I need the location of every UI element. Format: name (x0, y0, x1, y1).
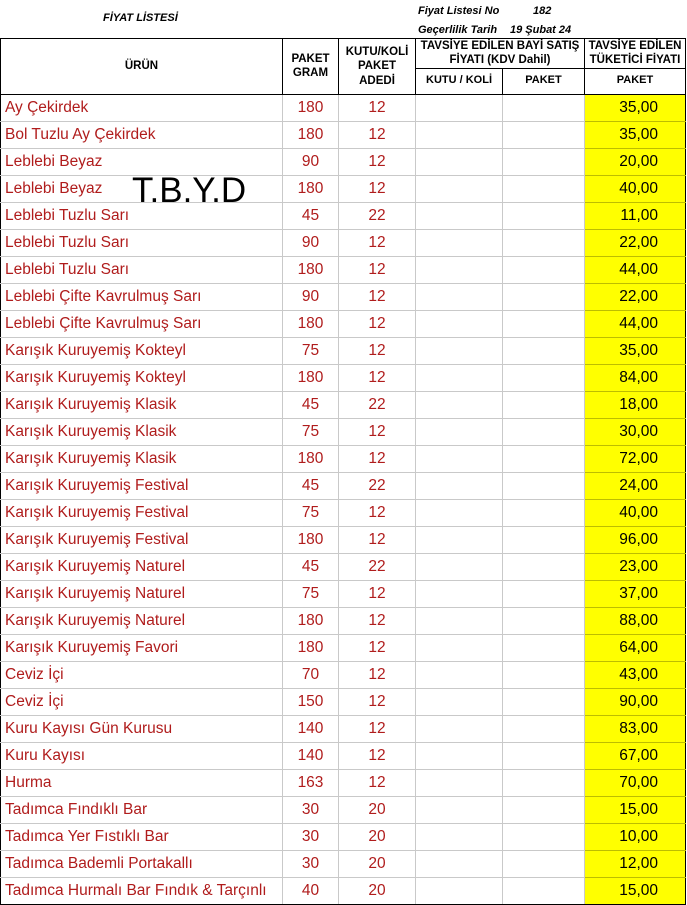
dealer-pack-price (503, 445, 585, 472)
box-quantity: 12 (339, 526, 416, 553)
dealer-pack-price (503, 472, 585, 499)
package-gram: 90 (283, 283, 339, 310)
package-gram: 140 (283, 742, 339, 769)
table-row (1, 607, 686, 634)
consumer-price: 40,00 (585, 499, 686, 526)
table-row (1, 202, 686, 229)
box-quantity: 12 (339, 580, 416, 607)
box-quantity: 20 (339, 850, 416, 877)
box-quantity: 12 (339, 283, 416, 310)
table-row (1, 121, 686, 148)
dealer-box-price (416, 310, 503, 337)
box-quantity: 12 (339, 661, 416, 688)
product-name: Karışık Kuruyemiş Favori (1, 634, 283, 661)
column-header-quantity: KUTU/KOLİ PAKET ADEDİ (339, 39, 416, 95)
table-row (1, 769, 686, 796)
dealer-box-price (416, 418, 503, 445)
dealer-pack-price (503, 607, 585, 634)
dealer-box-price (416, 823, 503, 850)
product-name: Ceviz İçi (1, 661, 283, 688)
table-row (1, 283, 686, 310)
product-name: Bol Tuzlu Ay Çekirdek (1, 121, 283, 148)
consumer-price: 20,00 (585, 148, 686, 175)
dealer-box-price (416, 337, 503, 364)
package-gram: 75 (283, 580, 339, 607)
dealer-box-price (416, 661, 503, 688)
product-name: Leblebi Beyaz (1, 148, 283, 175)
column-header-dealer-box: KUTU / KOLİ (416, 68, 503, 94)
consumer-price: 11,00 (585, 202, 686, 229)
package-gram: 163 (283, 769, 339, 796)
product-name: Karışık Kuruyemiş Festival (1, 499, 283, 526)
consumer-price: 23,00 (585, 553, 686, 580)
dealer-pack-price (503, 418, 585, 445)
consumer-price: 35,00 (585, 94, 686, 121)
consumer-price: 22,00 (585, 283, 686, 310)
table-row (1, 148, 686, 175)
dealer-box-price (416, 148, 503, 175)
box-quantity: 12 (339, 418, 416, 445)
package-gram: 45 (283, 202, 339, 229)
table-row (1, 526, 686, 553)
product-name: Karışık Kuruyemiş Naturel (1, 553, 283, 580)
dealer-box-price (416, 229, 503, 256)
dealer-box-price (416, 472, 503, 499)
table-row (1, 499, 686, 526)
consumer-price: 72,00 (585, 445, 686, 472)
table-row (1, 661, 686, 688)
box-quantity: 22 (339, 202, 416, 229)
dealer-pack-price (503, 337, 585, 364)
box-quantity: 12 (339, 634, 416, 661)
box-quantity: 12 (339, 769, 416, 796)
box-quantity: 12 (339, 175, 416, 202)
box-quantity: 22 (339, 391, 416, 418)
package-gram: 180 (283, 364, 339, 391)
table-row (1, 364, 686, 391)
table-row (1, 715, 686, 742)
package-gram: 30 (283, 850, 339, 877)
table-row (1, 418, 686, 445)
table-row (1, 445, 686, 472)
box-quantity: 22 (339, 553, 416, 580)
table-row (1, 580, 686, 607)
dealer-pack-price (503, 94, 585, 121)
dealer-pack-price (503, 202, 585, 229)
consumer-price: 22,00 (585, 229, 686, 256)
dealer-box-price (416, 175, 503, 202)
package-gram: 180 (283, 526, 339, 553)
table-row (1, 553, 686, 580)
box-quantity: 12 (339, 715, 416, 742)
consumer-price: 90,00 (585, 688, 686, 715)
sheet-title: FİYAT LİSTESİ (103, 12, 178, 24)
dealer-pack-price (503, 553, 585, 580)
product-name: Kuru Kayısı Gün Kurusu (1, 715, 283, 742)
column-header-product: ÜRÜN (1, 39, 283, 95)
dealer-pack-price (503, 256, 585, 283)
consumer-price: 44,00 (585, 256, 686, 283)
dealer-pack-price (503, 715, 585, 742)
box-quantity: 12 (339, 499, 416, 526)
table-row (1, 634, 686, 661)
dealer-box-price (416, 580, 503, 607)
product-name: Karışık Kuruyemiş Kokteyl (1, 337, 283, 364)
table-row (1, 229, 686, 256)
product-name: Karışık Kuruyemiş Festival (1, 526, 283, 553)
dealer-pack-price (503, 769, 585, 796)
package-gram: 75 (283, 418, 339, 445)
package-gram: 45 (283, 391, 339, 418)
package-gram: 90 (283, 148, 339, 175)
product-name: Leblebi Tuzlu Sarı (1, 229, 283, 256)
dealer-box-price (416, 283, 503, 310)
dealer-box-price (416, 715, 503, 742)
dealer-pack-price (503, 175, 585, 202)
product-name: Ay Çekirdek (1, 94, 283, 121)
table-row (1, 337, 686, 364)
dealer-pack-price (503, 229, 585, 256)
package-gram: 180 (283, 634, 339, 661)
product-name: Karışık Kuruyemiş Naturel (1, 607, 283, 634)
table-row (1, 256, 686, 283)
dealer-box-price (416, 364, 503, 391)
dealer-pack-price (503, 850, 585, 877)
consumer-price: 35,00 (585, 337, 686, 364)
product-name: Leblebi Tuzlu Sarı (1, 256, 283, 283)
price-list-table (0, 38, 686, 905)
column-header-consumer-price: TAVSİYE EDİLEN TÜKETİCİ FİYATI (585, 39, 686, 69)
dealer-box-price (416, 391, 503, 418)
product-name: Kuru Kayısı (1, 742, 283, 769)
box-quantity: 12 (339, 229, 416, 256)
dealer-box-price (416, 796, 503, 823)
package-gram: 180 (283, 445, 339, 472)
table-row (1, 850, 686, 877)
consumer-price: 88,00 (585, 607, 686, 634)
dealer-box-price (416, 742, 503, 769)
product-name: Tadımca Yer Fıstıklı Bar (1, 823, 283, 850)
column-header-gram: PAKET GRAM (283, 39, 339, 95)
product-name: Karışık Kuruyemiş Kokteyl (1, 364, 283, 391)
box-quantity: 12 (339, 445, 416, 472)
consumer-price: 44,00 (585, 310, 686, 337)
dealer-pack-price (503, 499, 585, 526)
package-gram: 150 (283, 688, 339, 715)
list-number-label: Fiyat Listesi No (418, 5, 500, 17)
package-gram: 30 (283, 796, 339, 823)
table-row (1, 175, 686, 202)
product-name: Karışık Kuruyemiş Klasik (1, 391, 283, 418)
dealer-box-price (416, 769, 503, 796)
dealer-pack-price (503, 634, 585, 661)
product-name: Karışık Kuruyemiş Festival (1, 472, 283, 499)
table-row (1, 391, 686, 418)
dealer-box-price (416, 877, 503, 904)
box-quantity: 12 (339, 256, 416, 283)
column-header-dealer-price: TAVSİYE EDİLEN BAYİ SATIŞ FİYATI (KDV Dahil) (416, 39, 585, 69)
dealer-box-price (416, 121, 503, 148)
consumer-price: 10,00 (585, 823, 686, 850)
product-name: Leblebi Çifte Kavrulmuş Sarı (1, 283, 283, 310)
consumer-price: 15,00 (585, 796, 686, 823)
dealer-pack-price (503, 688, 585, 715)
consumer-price: 37,00 (585, 580, 686, 607)
product-name: Karışık Kuruyemiş Klasik (1, 418, 283, 445)
dealer-pack-price (503, 310, 585, 337)
package-gram: 180 (283, 607, 339, 634)
product-name: Leblebi Beyaz (1, 175, 283, 202)
table-row (1, 796, 686, 823)
consumer-price: 67,00 (585, 742, 686, 769)
dealer-box-price (416, 445, 503, 472)
package-gram: 90 (283, 229, 339, 256)
package-gram: 180 (283, 256, 339, 283)
package-gram: 40 (283, 877, 339, 904)
table-row (1, 310, 686, 337)
dealer-box-price (416, 499, 503, 526)
dealer-box-price (416, 553, 503, 580)
table-row (1, 823, 686, 850)
dealer-box-price (416, 607, 503, 634)
box-quantity: 22 (339, 472, 416, 499)
table-row (1, 877, 686, 904)
dealer-pack-price (503, 364, 585, 391)
box-quantity: 12 (339, 742, 416, 769)
box-quantity: 12 (339, 121, 416, 148)
list-number-value: 182 (533, 5, 552, 17)
dealer-pack-price (503, 526, 585, 553)
dealer-pack-price (503, 283, 585, 310)
validity-date-value: 19 Şubat 24 (510, 24, 572, 36)
package-gram: 70 (283, 661, 339, 688)
product-name: Karışık Kuruyemiş Naturel (1, 580, 283, 607)
box-quantity: 20 (339, 877, 416, 904)
dealer-pack-price (503, 580, 585, 607)
dealer-pack-price (503, 796, 585, 823)
table-row (1, 94, 686, 121)
package-gram: 75 (283, 337, 339, 364)
box-quantity: 12 (339, 148, 416, 175)
dealer-box-price (416, 256, 503, 283)
dealer-box-price (416, 202, 503, 229)
box-quantity: 12 (339, 607, 416, 634)
consumer-price: 64,00 (585, 634, 686, 661)
package-gram: 45 (283, 553, 339, 580)
box-quantity: 20 (339, 823, 416, 850)
dealer-box-price (416, 94, 503, 121)
dealer-box-price (416, 850, 503, 877)
package-gram: 140 (283, 715, 339, 742)
consumer-price: 83,00 (585, 715, 686, 742)
product-name: Leblebi Çifte Kavrulmuş Sarı (1, 310, 283, 337)
column-header-consumer-pack: PAKET (585, 68, 686, 94)
consumer-price: 12,00 (585, 850, 686, 877)
consumer-price: 15,00 (585, 877, 686, 904)
dealer-pack-price (503, 823, 585, 850)
dealer-pack-price (503, 148, 585, 175)
product-name: Hurma (1, 769, 283, 796)
package-gram: 75 (283, 499, 339, 526)
table-row (1, 742, 686, 769)
product-name: Karışık Kuruyemiş Klasik (1, 445, 283, 472)
package-gram: 45 (283, 472, 339, 499)
product-name: Ceviz İçi (1, 688, 283, 715)
validity-date-label: Geçerlilik Tarih (418, 24, 498, 36)
product-name: Tadımca Fındıklı Bar (1, 796, 283, 823)
dealer-pack-price (503, 661, 585, 688)
dealer-pack-price (503, 877, 585, 904)
dealer-box-price (416, 688, 503, 715)
consumer-price: 96,00 (585, 526, 686, 553)
product-name: Tadımca Bademli Portakallı (1, 850, 283, 877)
consumer-price: 18,00 (585, 391, 686, 418)
box-quantity: 12 (339, 364, 416, 391)
dealer-box-price (416, 634, 503, 661)
dealer-pack-price (503, 391, 585, 418)
consumer-price: 24,00 (585, 472, 686, 499)
dealer-pack-price (503, 742, 585, 769)
consumer-price: 30,00 (585, 418, 686, 445)
product-name: Leblebi Tuzlu Sarı (1, 202, 283, 229)
consumer-price: 70,00 (585, 769, 686, 796)
box-quantity: 12 (339, 310, 416, 337)
box-quantity: 12 (339, 337, 416, 364)
dealer-box-price (416, 526, 503, 553)
watermark-text: T.B.Y.D (132, 171, 247, 210)
dealer-pack-price (503, 121, 585, 148)
consumer-price: 40,00 (585, 175, 686, 202)
package-gram: 180 (283, 310, 339, 337)
consumer-price: 43,00 (585, 661, 686, 688)
box-quantity: 12 (339, 94, 416, 121)
table-row (1, 472, 686, 499)
column-header-dealer-pack: PAKET (503, 68, 585, 94)
package-gram: 30 (283, 823, 339, 850)
package-gram: 180 (283, 121, 339, 148)
package-gram: 180 (283, 94, 339, 121)
consumer-price: 84,00 (585, 364, 686, 391)
table-row (1, 688, 686, 715)
box-quantity: 12 (339, 688, 416, 715)
product-name: Tadımca Hurmalı Bar Fındık & Tarçınlı (1, 877, 283, 904)
price-rows (1, 94, 686, 904)
box-quantity: 20 (339, 796, 416, 823)
consumer-price: 35,00 (585, 121, 686, 148)
package-gram: 180 (283, 175, 339, 202)
